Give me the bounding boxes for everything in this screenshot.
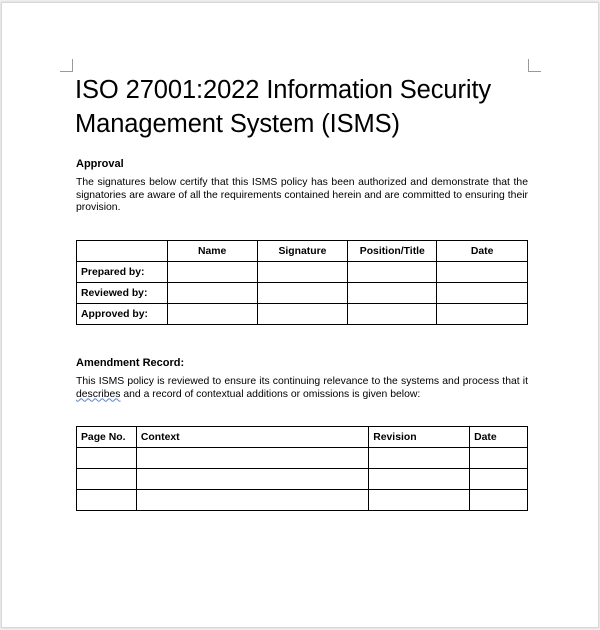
table-cell[interactable] bbox=[257, 262, 348, 283]
table-cell[interactable] bbox=[437, 283, 528, 304]
amendment-paragraph bbox=[76, 376, 528, 401]
amendment-header-page: Page No. bbox=[77, 427, 137, 448]
table-cell[interactable] bbox=[348, 283, 437, 304]
table-row bbox=[77, 469, 528, 490]
table-cell[interactable] bbox=[470, 490, 528, 511]
amendment-table-header-row bbox=[77, 427, 528, 448]
signature-table bbox=[76, 240, 528, 325]
signature-header-date: Date bbox=[437, 241, 528, 262]
table-cell[interactable] bbox=[167, 304, 257, 325]
table-cell[interactable] bbox=[257, 283, 348, 304]
table-cell[interactable] bbox=[136, 448, 368, 469]
table-cell[interactable] bbox=[348, 262, 437, 283]
table-row bbox=[77, 304, 528, 325]
table-cell[interactable] bbox=[369, 448, 470, 469]
row-label-approved: Approved by: bbox=[77, 304, 168, 325]
amendment-heading: Amendment Record: bbox=[76, 357, 185, 369]
row-label-prepared: Prepared by: bbox=[77, 262, 168, 283]
amendment-text-after: and a record of contextual additions or omissions is given below: bbox=[120, 388, 421, 400]
table-cell[interactable] bbox=[136, 490, 368, 511]
table-cell[interactable] bbox=[369, 490, 470, 511]
signature-header-blank bbox=[77, 241, 168, 262]
table-cell[interactable] bbox=[257, 304, 348, 325]
document-title: ISO 27001:2022 Information Security Management System (ISMS) bbox=[75, 76, 492, 138]
table-cell[interactable] bbox=[470, 448, 528, 469]
table-row bbox=[77, 283, 528, 304]
row-label-reviewed: Reviewed by: bbox=[77, 283, 168, 304]
table-cell[interactable] bbox=[470, 469, 528, 490]
document-page bbox=[1, 2, 599, 628]
margin-corner-top-right bbox=[528, 59, 541, 72]
amendment-table bbox=[76, 426, 528, 511]
table-cell[interactable] bbox=[77, 469, 137, 490]
amendment-text-before: This ISMS policy is reviewed to ensure its continuing relevance to the systems and process that it bbox=[76, 376, 528, 387]
amendment-header-date: Date bbox=[470, 427, 528, 448]
approval-heading: Approval bbox=[76, 158, 124, 170]
table-cell[interactable] bbox=[167, 283, 257, 304]
signature-header-name: Name bbox=[167, 241, 257, 262]
table-cell[interactable] bbox=[369, 469, 470, 490]
table-row bbox=[77, 448, 528, 469]
table-row bbox=[77, 262, 528, 283]
signature-header-signature: Signature bbox=[257, 241, 348, 262]
table-cell[interactable] bbox=[437, 262, 528, 283]
approval-paragraph: The signatures below certify that this ISMS policy has been authorized and demonstrate that the signatories are aware of all the requirements contained herein and are committed to ensuring their provision. bbox=[76, 177, 528, 213]
grammar-flagged-word[interactable]: describes bbox=[76, 388, 121, 400]
signature-table-header-row bbox=[77, 241, 528, 262]
amendment-header-revision: Revision bbox=[369, 427, 470, 448]
table-row bbox=[77, 490, 528, 511]
table-cell[interactable] bbox=[167, 262, 257, 283]
amendment-header-context: Context bbox=[136, 427, 368, 448]
table-cell[interactable] bbox=[77, 490, 137, 511]
signature-header-position: Position/Title bbox=[348, 241, 437, 262]
table-cell[interactable] bbox=[348, 304, 437, 325]
margin-corner-top-left bbox=[60, 59, 73, 72]
table-cell[interactable] bbox=[77, 448, 137, 469]
table-cell[interactable] bbox=[437, 304, 528, 325]
table-cell[interactable] bbox=[136, 469, 368, 490]
